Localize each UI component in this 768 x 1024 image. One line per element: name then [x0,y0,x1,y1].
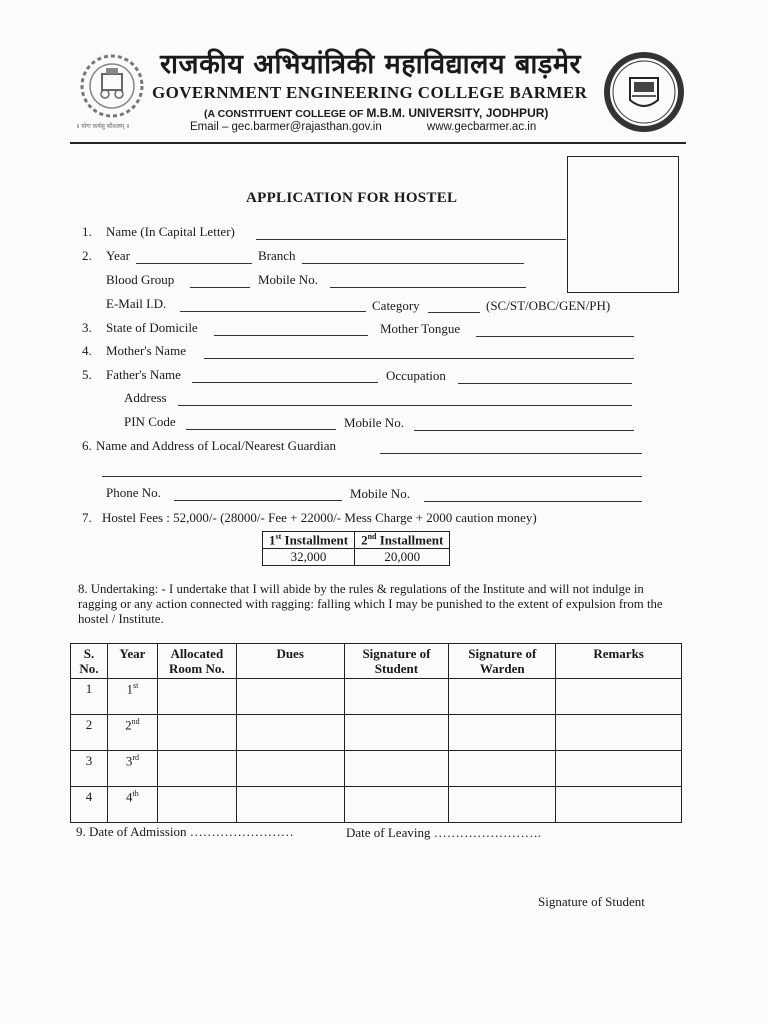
installment-2-header: 2nd Installment [355,532,450,549]
father-mobile-label: Mobile No. [344,415,404,430]
installment-1-amount: 32,000 [263,549,355,566]
q1-number: 1. [82,224,92,239]
emblem-motto: ॥ योगः कर्मसु कौशलम् ॥ [76,124,130,130]
hostel-record-table [70,643,682,823]
pin-code-field[interactable] [186,429,336,430]
college-emblem-logo [74,50,150,134]
university-name: M.B.M. UNIVERSITY, JODHPUR) [366,106,549,120]
col-header-dues: Dues [236,644,344,679]
website-text: www.gecbarmer.ac.in [426,121,537,133]
email-field[interactable] [180,311,366,312]
photo-box [567,156,679,293]
mother-name-label: Mother's Name [106,343,186,358]
pin-code-label: PIN Code [124,414,176,429]
mother-tongue-label: Mother Tongue [380,321,461,336]
occupation-field[interactable] [458,383,632,384]
year-label: Year [106,248,130,263]
student-signature-label: Signature of Student [538,894,645,909]
warden-signature-cell[interactable] [449,715,556,751]
col-header-sno: S. No. [71,644,108,679]
category-label: Category [372,298,420,313]
year-field[interactable] [136,263,252,264]
email-label: E-Mail I.D. [106,296,167,311]
father-mobile-field[interactable] [414,430,634,431]
mother-tongue-field[interactable] [476,336,634,337]
date-of-leaving-label: Date of Leaving ……………………. [346,825,541,840]
remarks-cell[interactable] [556,715,682,751]
hostel-fees-text: Hostel Fees : 52,000/- (28000/- Fee + 22000/- Mess Charge + 2000 caution money) [102,510,537,525]
address-label: Address [124,390,167,405]
name-field[interactable] [256,239,566,240]
room-cell[interactable] [157,715,236,751]
installment-1-header: 1st Installment [263,532,355,549]
dues-cell[interactable] [236,715,344,751]
q7-number: 7. [82,510,92,525]
mobile-label: Mobile No. [258,272,318,287]
blood-group-field[interactable] [190,287,250,288]
col-header-remarks: Remarks [556,644,682,679]
row-sno: 2 [71,715,108,751]
remarks-cell[interactable] [556,787,682,823]
category-field[interactable] [428,312,480,313]
branch-field[interactable] [302,263,524,264]
dues-cell[interactable] [236,751,344,787]
table-row [71,751,682,787]
occupation-label: Occupation [386,368,446,383]
row-year: 1st [107,679,157,715]
row-sno: 3 [71,751,108,787]
name-label: Name (In Capital Letter) [106,224,235,239]
room-cell[interactable] [157,679,236,715]
q3-number: 3. [82,320,92,335]
guardian-field[interactable] [380,453,642,454]
father-name-field[interactable] [192,382,378,383]
student-signature-cell[interactable] [344,715,449,751]
mother-name-field[interactable] [204,358,634,359]
category-options: (SC/ST/OBC/GEN/PH) [486,298,611,313]
header-divider [70,142,686,144]
address-field[interactable] [178,405,632,406]
q4-number: 4. [82,343,92,358]
constituent-prefix: (A CONSTITUENT COLLEGE OF [204,108,364,120]
student-signature-cell[interactable] [344,751,449,787]
q5-number: 5. [82,367,92,382]
student-signature-cell[interactable] [344,787,449,823]
remarks-cell[interactable] [556,679,682,715]
col-header-year: Year [107,644,157,679]
mobile-field[interactable] [330,287,526,288]
form-title: APPLICATION FOR HOSTEL [246,190,458,206]
branch-label: Branch [258,248,296,263]
row-year: 2nd [107,715,157,751]
q6-number: 6. [82,438,92,453]
row-year: 3rd [107,751,157,787]
installment-table [262,531,450,566]
remarks-cell[interactable] [556,751,682,787]
col-header-room: Allocated Room No. [157,644,236,679]
room-cell[interactable] [157,787,236,823]
dues-cell[interactable] [236,787,344,823]
dues-cell[interactable] [236,679,344,715]
col-header-warden-signature: Signature of Warden [449,644,556,679]
date-of-admission-label: 9. Date of Admission …………………… [76,824,294,839]
table-row [71,679,682,715]
blood-group-label: Blood Group [106,272,175,287]
warden-signature-cell[interactable] [449,787,556,823]
contact-line [190,121,536,133]
constituent-line [204,106,548,120]
warden-signature-cell[interactable] [449,751,556,787]
row-sno: 1 [71,679,108,715]
state-domicile-label: State of Domicile [106,320,198,335]
guardian-phone-label: Phone No. [106,485,161,500]
col-header-student-signature: Signature of Student [344,644,449,679]
undertaking-text: 8. Undertaking: - I undertake that I will abide by the rules & regulations of the Institute and will not indulge in ragging or any action connected with ragging: falling which I may be punished to the extent of expulsion from the hostel / Institute. [78,582,663,626]
guardian-label: Name and Address of Local/Nearest Guardian [96,438,337,453]
guardian-phone-field[interactable] [174,500,342,501]
row-sno: 4 [71,787,108,823]
q2-number: 2. [82,248,92,263]
college-name: GOVERNMENT ENGINEERING COLLEGE BARMER [152,83,588,102]
row-year: 4th [107,787,157,823]
room-cell[interactable] [157,751,236,787]
table-row [71,715,682,751]
warden-signature-cell[interactable] [449,679,556,715]
guardian-field-line2[interactable] [102,476,642,477]
guardian-mobile-label: Mobile No. [350,486,410,501]
email-text: Email – gec.barmer@rajasthan.gov.in [190,121,382,133]
installment-2-amount: 20,000 [355,549,450,566]
student-signature-cell[interactable] [344,679,449,715]
guardian-mobile-field[interactable] [424,501,642,502]
state-domicile-field[interactable] [214,335,368,336]
university-seal-logo [602,50,686,134]
table-row [71,787,682,823]
hindi-college-title: राजकीय अभियांत्रिकी महाविद्यालय बाड़मेर [160,49,582,80]
father-name-label: Father's Name [106,367,181,382]
